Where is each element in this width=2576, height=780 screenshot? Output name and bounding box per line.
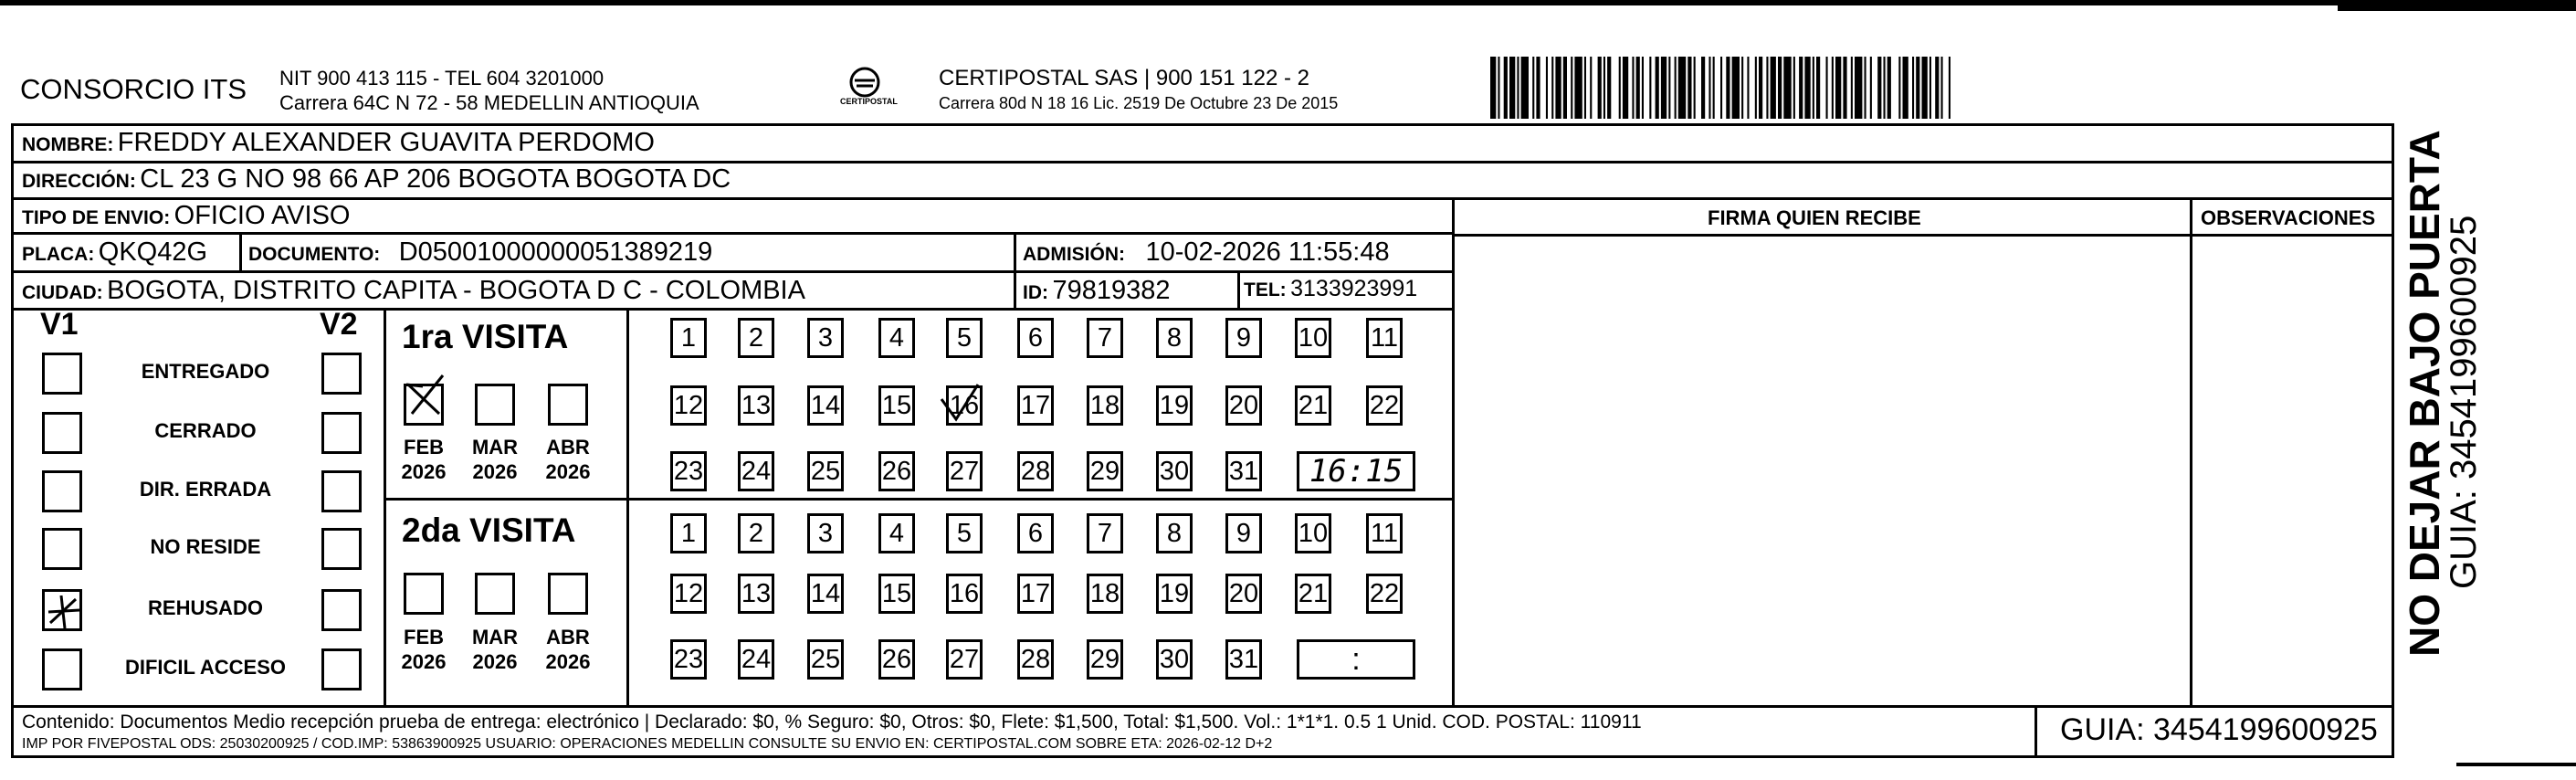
visit2-title: 2da VISITA [402, 511, 576, 549]
barcode-bar [1649, 57, 1651, 119]
barcode-bar [1584, 57, 1586, 119]
month-year: 2026 [545, 460, 591, 483]
day-box[interactable]: 4 [878, 318, 915, 358]
barcode-bar [1668, 57, 1670, 119]
barcode-bar [1574, 57, 1582, 119]
footer-line1: Contenido: Documentos Medio recepción prueba de entrega: electrónico | Declarado: $0, % Seguro: $0, Otros: $0, Flete: $1,500, Total: $1,500. Vol.: 1*1*1. 0.5 1 Unid. COD. POSTAL: 110911 [22, 711, 1642, 733]
barcode-bar [1884, 57, 1886, 119]
day-box[interactable]: 3 [807, 513, 844, 553]
month-name: FEB [404, 436, 444, 459]
barcode-bar [1517, 57, 1519, 119]
documento-value: D05001000000051389219 [398, 237, 713, 267]
time-box[interactable]: 16:15 [1297, 451, 1415, 491]
month-year: 2026 [401, 460, 447, 483]
barcode-bar [1709, 57, 1710, 119]
barcode-bar [1778, 57, 1782, 119]
day-box[interactable]: 26 [878, 639, 915, 680]
day-box[interactable]: 6 [1017, 318, 1054, 358]
day-box[interactable]: 28 [1017, 639, 1054, 680]
barcode-bar [1661, 57, 1667, 119]
barcode-bar [1935, 57, 1939, 119]
day-box[interactable]: 5 [946, 513, 983, 553]
company-line1: NIT 900 413 115 - TEL 604 3201000 [279, 67, 605, 90]
day-box[interactable]: 30 [1156, 639, 1193, 680]
placa-value: QKQ42G [98, 237, 208, 267]
month-label [536, 435, 600, 484]
barcode-bar [1741, 57, 1743, 119]
status-option-label: REHUSADO [148, 596, 263, 619]
month-year: 2026 [472, 650, 518, 673]
month-label [536, 625, 600, 674]
barcode-bar [1551, 57, 1553, 119]
month-label [463, 625, 527, 674]
direccion-label: DIRECCIÓN: [22, 171, 136, 192]
barcode-bar [1490, 57, 1496, 119]
barcode-bar [1632, 57, 1634, 119]
day-box[interactable]: 18 [1087, 385, 1123, 426]
barcode-bar [1636, 57, 1640, 119]
day-box[interactable]: 23 [670, 639, 707, 680]
footer-line2: IMP POR FIVEPOSTAL ODS: 25030200925 / COD.IMP: 53863900925 USUARIO: OPERACIONES MEDELLIN CONSULTE SU ENVIO EN: CERTIPOSTAL.COM SOBRE ETA: 2026-02-12 D+2 [22, 736, 1273, 752]
day-box[interactable]: 11 [1366, 513, 1403, 553]
day-box[interactable]: 8 [1156, 513, 1193, 553]
barcode-bar [1656, 57, 1659, 119]
col-line [626, 308, 629, 705]
main-frame [11, 123, 2394, 708]
day-box[interactable]: 25 [807, 639, 844, 680]
barcode-bar [1675, 57, 1677, 119]
day-box[interactable]: 14 [807, 385, 844, 426]
day-box[interactable]: 7 [1087, 513, 1123, 553]
barcode-bar [1759, 57, 1762, 119]
barcode-bar [1571, 57, 1572, 119]
id-row [1023, 276, 1170, 306]
month-checkbox[interactable] [548, 573, 588, 615]
documento-label: DOCUMENTO: [248, 244, 381, 265]
barcode-bar [1870, 57, 1872, 119]
day-box[interactable]: 10 [1295, 318, 1331, 358]
barcode-bar [1755, 57, 1757, 119]
certipostal-line1: CERTIPOSTAL SAS | 900 151 122 - 2 [939, 66, 1309, 90]
barcode-bar [1799, 57, 1803, 119]
month-label [463, 435, 527, 484]
day-box[interactable]: 8 [1156, 318, 1193, 358]
v2-checkbox[interactable] [321, 528, 362, 570]
v1-checkbox[interactable] [42, 648, 82, 690]
barcode-bar [1720, 57, 1722, 119]
barcode-bar [1623, 57, 1628, 119]
day-box[interactable]: 31 [1225, 451, 1262, 491]
ciudad-label: CIUDAD: [22, 282, 103, 303]
status-option-label: NO RESIDE [150, 535, 261, 558]
barcode-bar [1835, 57, 1841, 119]
day-box[interactable]: 16 [946, 574, 983, 614]
col-line [1452, 197, 1455, 705]
row-line [11, 197, 2394, 200]
month-checkbox[interactable] [404, 384, 444, 426]
barcode-bar [1851, 57, 1853, 119]
day-box[interactable]: 17 [1017, 385, 1054, 426]
barcode-bar [1865, 57, 1866, 119]
day-box[interactable]: 5 [946, 318, 983, 358]
barcode-bar [1504, 57, 1508, 119]
certipostal-logo [833, 66, 897, 115]
tipo-row [22, 201, 350, 231]
day-box[interactable]: 1 [670, 318, 707, 358]
barcode-bar [1766, 57, 1768, 119]
tipo-label: TIPO DE ENVIO: [22, 207, 171, 228]
barcode-bar [1826, 57, 1828, 119]
day-box[interactable]: 15 [878, 385, 915, 426]
barcode-bar [1726, 57, 1730, 119]
month-name: ABR [546, 626, 590, 648]
firma-header: FIRMA QUIEN RECIBE [1708, 206, 1921, 229]
barcode-bar [1521, 57, 1529, 119]
row-line [11, 308, 1454, 311]
day-box[interactable]: 17 [1017, 574, 1054, 614]
direccion-row [22, 164, 731, 195]
admision-label: ADMISIÓN: [1023, 244, 1125, 265]
day-box[interactable]: 29 [1087, 639, 1123, 680]
placa-row [22, 237, 207, 268]
month-name: FEB [404, 626, 444, 648]
side-line1: NO DEJAR BAJO PUERTA [2401, 130, 2448, 657]
month-label [392, 625, 456, 674]
barcode [1487, 57, 2035, 119]
day-box[interactable]: 29 [1087, 451, 1123, 491]
barcode-bar [1694, 57, 1696, 119]
id-value: 79819382 [1052, 276, 1171, 305]
month-checkbox[interactable] [475, 384, 515, 426]
barcode-bar [1949, 57, 1950, 119]
barcode-bar [1532, 57, 1534, 119]
barcode-bar [1607, 57, 1611, 119]
barcode-bar [1555, 57, 1561, 119]
day-box[interactable]: 23 [670, 451, 707, 491]
day-box[interactable]: 12 [670, 574, 707, 614]
month-checkbox[interactable] [548, 384, 588, 426]
barcode-bar [1713, 57, 1715, 119]
top-border-right [2338, 0, 2576, 11]
day-box[interactable]: 12 [670, 385, 707, 426]
barcode-bar [1598, 57, 1602, 119]
observaciones-header: OBSERVACIONES [2201, 206, 2376, 229]
nombre-value: FREDDY ALEXANDER GUAVITA PERDOMO [117, 128, 655, 157]
day-box[interactable]: 3 [807, 318, 844, 358]
tel-label: TEL: [1244, 279, 1287, 300]
barcode-bar [1912, 57, 1914, 119]
day-box[interactable]: 4 [878, 513, 915, 553]
footer-divider [2035, 705, 2037, 758]
day-box[interactable]: 1 [670, 513, 707, 553]
day-box[interactable]: 10 [1295, 513, 1331, 553]
v1-label: V1 [40, 307, 79, 342]
barcode-bar [1509, 57, 1515, 119]
day-box[interactable]: 27 [946, 451, 983, 491]
barcode-bar [1816, 57, 1820, 119]
barcode-bar [1877, 57, 1881, 119]
status-option-label: DIR. ERRADA [139, 478, 272, 501]
v1-checkbox[interactable] [42, 412, 82, 454]
placa-label: PLACA: [22, 244, 95, 265]
time-box[interactable]: : [1297, 639, 1415, 680]
month-name: MAR [471, 626, 519, 648]
month-checkbox[interactable] [404, 573, 444, 615]
status-option-label: CERRADO [154, 419, 257, 442]
status-option-label: ENTREGADO [141, 360, 270, 383]
nombre-row [22, 128, 655, 158]
month-year: 2026 [472, 460, 518, 483]
visit-divider [384, 498, 1454, 501]
day-box[interactable]: 19 [1156, 385, 1193, 426]
barcode-bar [1771, 57, 1776, 119]
barcode-bar [1747, 57, 1749, 119]
day-box[interactable]: 14 [807, 574, 844, 614]
row-line [11, 161, 2394, 163]
v2-checkbox[interactable] [321, 589, 362, 631]
barcode-bar [1536, 57, 1540, 119]
day-box[interactable]: 13 [738, 574, 774, 614]
month-label [392, 435, 456, 484]
barcode-bar [1732, 57, 1740, 119]
barcode-bar [1546, 57, 1548, 119]
v2-checkbox[interactable] [321, 648, 362, 690]
day-box[interactable]: 25 [807, 451, 844, 491]
company-name: CONSORCIO ITS [20, 73, 247, 105]
month-checkbox[interactable] [475, 573, 515, 615]
day-box[interactable]: 22 [1366, 385, 1403, 426]
tel-row [1244, 276, 1417, 302]
v2-checkbox[interactable] [321, 470, 362, 512]
day-box[interactable]: 2 [738, 318, 774, 358]
barcode-bar [1898, 57, 1900, 119]
barcode-bar [1804, 57, 1810, 119]
barcode-bar [1603, 57, 1605, 119]
col-line [239, 232, 242, 270]
month-name: ABR [546, 436, 590, 459]
row-line [11, 232, 1454, 235]
day-box[interactable]: 7 [1087, 318, 1123, 358]
day-box[interactable]: 19 [1156, 574, 1193, 614]
day-box[interactable]: 31 [1225, 639, 1262, 680]
barcode-bar [1498, 57, 1499, 119]
barcode-bar [1701, 57, 1705, 119]
v1-checkbox[interactable] [42, 528, 82, 570]
col-line [1237, 270, 1240, 308]
ciudad-value: BOGOTA, DISTRITO CAPITA - BOGOTA D C - COLOMBIA [107, 276, 805, 305]
col-line [2190, 197, 2192, 705]
day-box[interactable]: 16 [946, 385, 983, 426]
documento-row [248, 237, 712, 268]
admision-row [1023, 237, 1390, 268]
barcode-bar [1813, 57, 1814, 119]
day-box[interactable]: 27 [946, 639, 983, 680]
v1-checkbox[interactable] [42, 353, 82, 395]
id-label: ID: [1023, 282, 1048, 303]
checkmark-icon [938, 379, 983, 430]
v1-checkbox[interactable] [42, 589, 82, 631]
day-box[interactable]: 21 [1295, 574, 1331, 614]
day-box[interactable]: 24 [738, 639, 774, 680]
day-box[interactable]: 30 [1156, 451, 1193, 491]
company-line2: Carrera 64C N 72 - 58 MEDELLIN ANTIOQUIA [279, 91, 699, 114]
barcode-bar [1941, 57, 1943, 119]
barcode-bar [1887, 57, 1891, 119]
barcode-bar [1590, 57, 1592, 119]
v2-label: V2 [320, 307, 358, 342]
day-box[interactable]: 21 [1295, 385, 1331, 426]
month-year: 2026 [545, 650, 591, 673]
day-box[interactable]: 26 [878, 451, 915, 491]
barcode-bar [1922, 57, 1928, 119]
nombre-label: NOMBRE: [22, 134, 114, 155]
day-box[interactable]: 18 [1087, 574, 1123, 614]
certipostal-line2: Carrera 80d N 18 16 Lic. 2519 De Octubre 23 De 2015 [939, 94, 1339, 112]
barcode-bar [1855, 57, 1862, 119]
direccion-value: CL 23 G NO 98 66 AP 206 BOGOTA BOGOTA DC [140, 164, 731, 194]
day-box[interactable]: 9 [1225, 318, 1262, 358]
ciudad-row [22, 276, 805, 306]
tel-value: 3133923991 [1290, 276, 1418, 301]
barcode-bar [1688, 57, 1691, 119]
day-box[interactable]: 20 [1225, 385, 1262, 426]
day-box[interactable]: 24 [738, 451, 774, 491]
day-box[interactable]: 20 [1225, 574, 1262, 614]
day-box[interactable]: 13 [738, 385, 774, 426]
barcode-bar [1929, 57, 1931, 119]
v2-checkbox[interactable] [321, 412, 362, 454]
visit1-title: 1ra VISITA [402, 318, 569, 355]
col-line [1014, 232, 1016, 308]
day-box[interactable]: 22 [1366, 574, 1403, 614]
barcode-bar [1916, 57, 1919, 119]
admision-value: 10-02-2026 11:55:48 [1145, 237, 1390, 267]
status-option-label: DIFICIL ACCESO [124, 656, 286, 679]
day-box[interactable]: 28 [1017, 451, 1054, 491]
barcode-bar [1832, 57, 1834, 119]
day-box[interactable]: 6 [1017, 513, 1054, 553]
tipo-value: OFICIO AVISO [173, 201, 351, 230]
v1-checkbox[interactable] [42, 470, 82, 512]
side-text [2400, 114, 2537, 680]
barcode-bar [1903, 57, 1908, 119]
day-box[interactable]: 2 [738, 513, 774, 553]
barcode-bar [1783, 57, 1791, 119]
barcode-bar [1843, 57, 1846, 119]
barcode-bar [1619, 57, 1621, 119]
barcode-bar [1793, 57, 1795, 119]
barcode-bar [1678, 57, 1686, 119]
col-line [384, 308, 386, 705]
bottom-border [2456, 763, 2576, 766]
side-line2: GUIA: 3454199600925 [2444, 215, 2484, 589]
footer-guia: GUIA: 3454199600925 [2060, 712, 2378, 747]
row-line [1454, 234, 2394, 237]
day-box[interactable]: 9 [1225, 513, 1262, 553]
barcode-bar [1642, 57, 1644, 119]
top-border [0, 0, 2576, 5]
day-box[interactable]: 11 [1366, 318, 1403, 358]
month-year: 2026 [401, 650, 447, 673]
barcode-bar [1563, 57, 1567, 119]
logo-text: CERTIPOSTAL [840, 97, 898, 106]
day-box[interactable]: 15 [878, 574, 915, 614]
v2-checkbox[interactable] [321, 353, 362, 395]
month-name: MAR [471, 436, 519, 459]
